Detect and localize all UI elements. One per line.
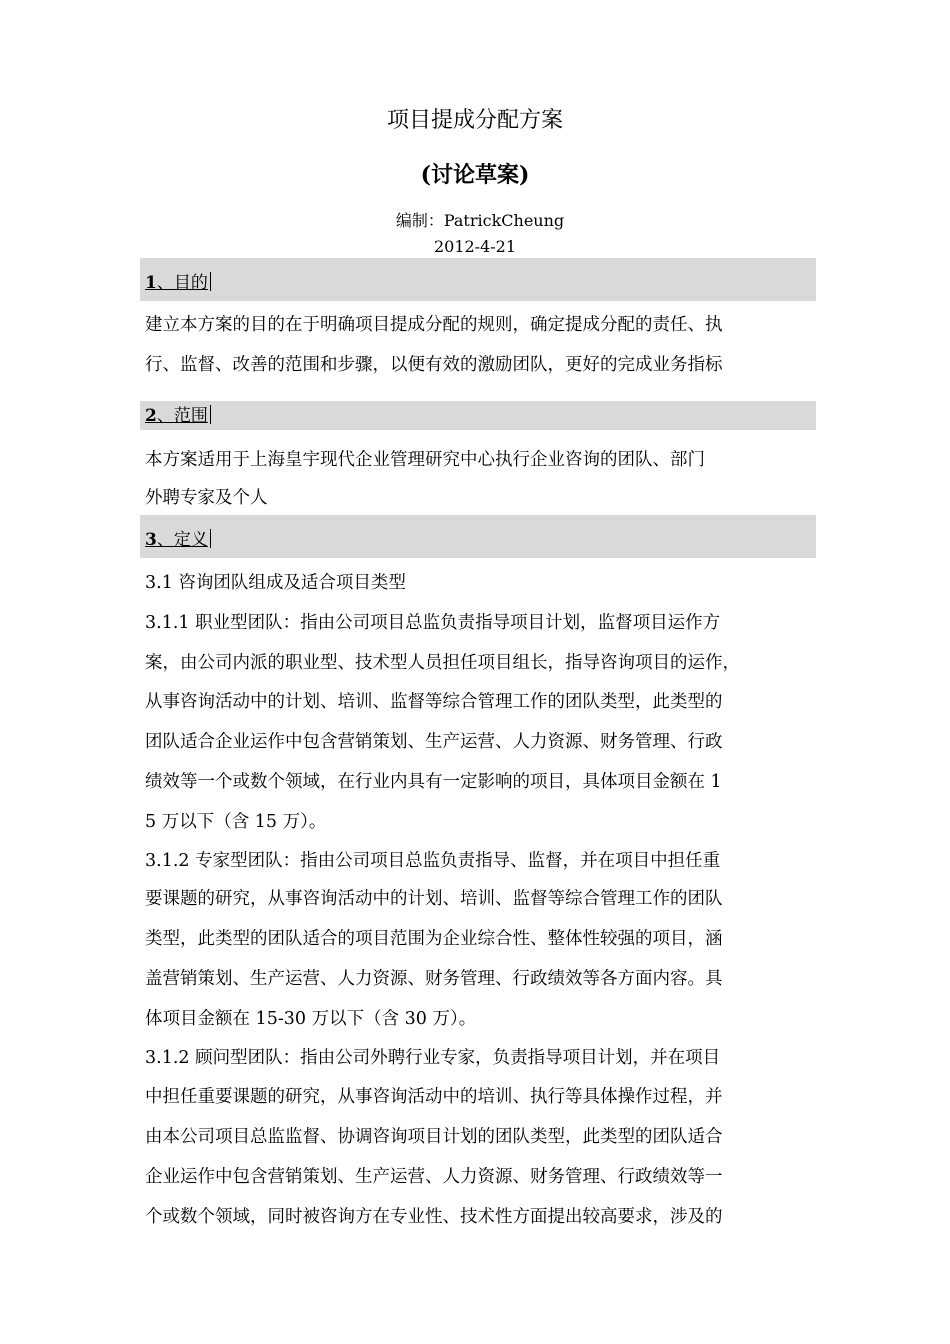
body-line: 要课题的研究，从事咨询活动中的计划、培训、监督等综合管理工作的团队 bbox=[145, 889, 723, 909]
document-author: 编制：PatrickCheung bbox=[395, 211, 565, 230]
document-title: 项目提成分配方案 bbox=[386, 108, 563, 133]
body-line: 由本公司项目总监监督、协调咨询项目计划的团队类型，此类型的团队适合 bbox=[145, 1127, 723, 1147]
body-line: 企业运作中包含营销策划、生产运营、人力资源、财务管理、行政绩效等一 bbox=[145, 1167, 723, 1187]
body-line: 从事咨询活动中的计划、培训、监督等综合管理工作的团队类型，此类型的 bbox=[145, 692, 723, 712]
body-line: 团队适合企业运作中包含营销策划、生产运营、人力资源、财务管理、行政 bbox=[145, 732, 723, 752]
body-line: 类型，此类型的团队适合的项目范围为企业综合性、整体性较强的项目，涵 bbox=[145, 929, 723, 949]
section-separator: 、 bbox=[156, 273, 174, 293]
body-line: 5 万以下（含 15 万）。 bbox=[145, 812, 327, 832]
section-separator: 、 bbox=[156, 530, 174, 550]
section-heading-definition bbox=[140, 515, 816, 558]
section-number: 1 bbox=[145, 273, 157, 293]
section-heading-scope bbox=[140, 401, 816, 430]
section-number: 3 bbox=[145, 530, 157, 550]
text-cursor bbox=[210, 529, 211, 548]
section-heading-purpose bbox=[140, 258, 816, 301]
body-line: 3.1.1 职业型团队：指由公司项目总监负责指导项目计划，监督项目运作方 bbox=[145, 613, 721, 633]
body-line: 案，由公司内派的职业型、技术型人员担任项目组长，指导咨询项目的运作， bbox=[145, 653, 740, 673]
body-line: 3.1.2 专家型团队：指由公司项目总监负责指导、监督，并在项目中担任重 bbox=[145, 851, 721, 871]
text-cursor bbox=[210, 405, 211, 424]
body-line: 行、监督、改善的范围和步骤，以便有效的激励团队，更好的完成业务指标 bbox=[145, 355, 723, 375]
section-title: 范围 bbox=[173, 406, 208, 426]
document-subtitle: (讨论草案) bbox=[420, 162, 530, 188]
section-separator: 、 bbox=[156, 406, 174, 426]
section-title: 定义 bbox=[173, 530, 208, 550]
body-line: 3.1.2 顾问型团队：指由公司外聘行业专家，负责指导项目计划，并在项目 bbox=[145, 1048, 721, 1068]
document-date: 2012-4-21 bbox=[433, 237, 517, 256]
text-cursor bbox=[210, 272, 211, 291]
section-number: 2 bbox=[145, 406, 157, 426]
body-line: 建立本方案的目的在于明确项目提成分配的规则，确定提成分配的责任、执 bbox=[145, 315, 723, 335]
body-line: 中担任重要课题的研究，从事咨询活动中的培训、执行等具体操作过程，并 bbox=[145, 1087, 723, 1107]
body-line: 本方案适用于上海皇宇现代企业管理研究中心执行企业咨询的团队、部门 bbox=[145, 450, 705, 470]
body-line: 盖营销策划、生产运营、人力资源、财务管理、行政绩效等各方面内容。具 bbox=[145, 969, 723, 989]
body-line: 3.1 咨询团队组成及适合项目类型 bbox=[145, 573, 406, 593]
body-line: 个或数个领域，同时被咨询方在专业性、技术性方面提出较高要求，涉及的 bbox=[145, 1207, 723, 1227]
body-line: 绩效等一个或数个领域，在行业内具有一定影响的项目，具体项目金额在 1 bbox=[145, 772, 722, 792]
section-title: 目的 bbox=[173, 273, 208, 293]
body-line: 体项目金额在 15-30 万以下（含 30 万）。 bbox=[145, 1009, 477, 1029]
body-line: 外聘专家及个人 bbox=[145, 488, 268, 508]
